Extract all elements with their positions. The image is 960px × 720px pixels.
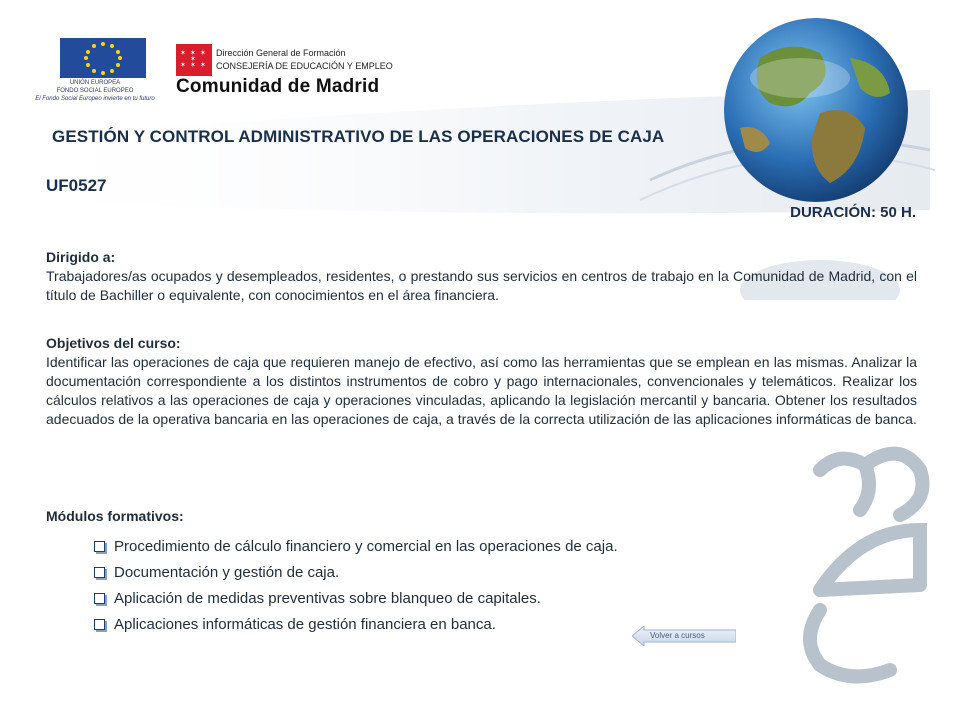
module-label: Aplicaciones informáticas de gestión financiera en banca.	[114, 616, 496, 633]
course-duration: DURACIÓN: 50 H.	[790, 204, 916, 221]
eu-line-2: FONDO SOCIAL EUROPEO	[56, 88, 134, 94]
module-label: Aplicación de medidas preventivas sobre blanqueo de capitales.	[114, 590, 541, 607]
madrid-line-1: Dirección General de Formación	[216, 48, 346, 58]
section-dirigido	[46, 248, 917, 305]
section-heading: Dirigido a:	[46, 249, 116, 265]
list-item	[94, 563, 618, 589]
course-code: UF0527	[46, 176, 107, 195]
list-item	[94, 589, 618, 615]
madrid-name: Comunidad de Madrid	[176, 76, 380, 97]
eu-line-1: UNIÓN EUROPEA	[69, 80, 121, 86]
module-label: Procedimiento de cálculo financiero y comercial en las operaciones de caja.	[114, 538, 618, 555]
comunidad-madrid-logo	[176, 44, 396, 100]
eu-logo	[30, 38, 160, 108]
checkbox-bullet-icon	[94, 567, 105, 578]
section-modulos	[46, 507, 917, 526]
list-item	[94, 615, 618, 641]
madrid-flag-icon: ✶ ✶ ✶ ✶ ✶ ✶ ✶	[176, 44, 212, 76]
checkbox-bullet-icon	[94, 541, 105, 552]
section-objetivos	[46, 334, 917, 429]
section-text: Identificar las operaciones de caja que requieren manejo de efectivo, así como las herramientas que se emplean en las mismas. Analizar la documentación correspondiente a los distintos instrumentos de cobro y pago internacionales, convencionales y telemáticos. Realizar los cálculos relativos a las operaciones de caja y operaciones vinculadas, aplicando la legislación mercantil y bancaria. Obtener los resultados adecuados de la operativa bancaria en las operaciones de caja, a través de la correcta utilización de las aplicaciones informáticas de banca.	[46, 354, 917, 427]
section-heading: Módulos formativos:	[46, 508, 184, 524]
section-heading: Objetivos del curso:	[46, 335, 181, 351]
checkbox-bullet-icon	[94, 593, 105, 604]
section-text: Trabajadores/as ocupados y desempleados, residentes, o prestando sus servicios en centros de trabajo en la Comunidad de Madrid, con el título de Bachiller o equivalente, con conocimientos en el área financiera.	[46, 268, 917, 303]
madrid-line-2: CONSEJERÍA DE EDUCACIÓN Y EMPLEO	[216, 61, 393, 71]
course-title: GESTIÓN Y CONTROL ADMINISTRATIVO DE LAS OPERACIONES DE CAJA	[52, 127, 665, 146]
checkbox-bullet-icon	[94, 619, 105, 630]
back-to-courses-button[interactable]	[632, 626, 736, 646]
globe-image	[700, 18, 932, 218]
module-label: Documentación y gestión de caja.	[114, 564, 340, 581]
eu-line-3: El Fondo Social Europeo invierte en tu futuro	[35, 96, 155, 102]
modules-list	[94, 537, 618, 641]
eu-flag-icon	[60, 38, 146, 78]
back-button-label: Volver a cursos	[650, 631, 705, 640]
list-item	[94, 537, 618, 563]
